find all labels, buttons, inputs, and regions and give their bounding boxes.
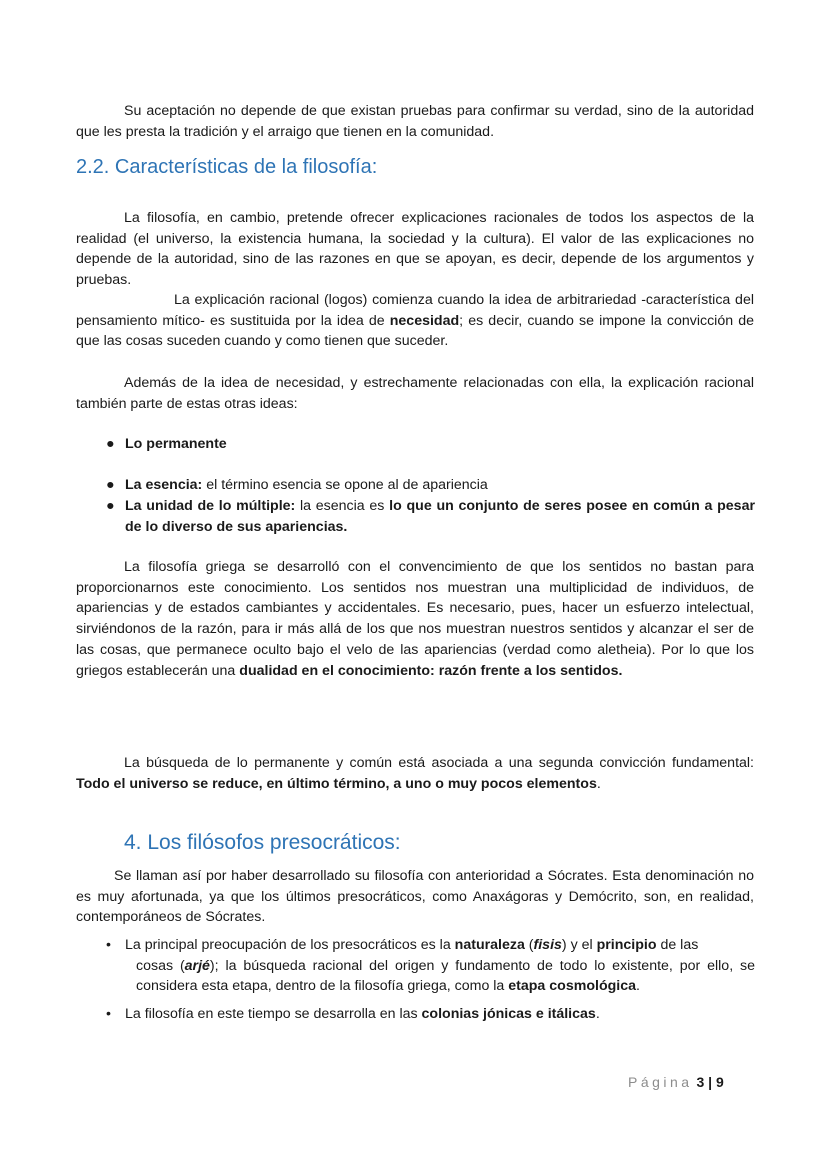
- paragraph-filosofia: La filosofía, en cambio, pretende ofrecer explicaciones racionales de todos los aspectos de la realidad (el universo, la existencia humana, la sociedad y la cultura). El valor de las explicaciones no depende de la autoridad, sino de las razones en que se apoyan, es decir, depende de los argumentos y pruebas.: [76, 210, 754, 289]
- bullet-icon: •: [106, 937, 111, 953]
- paragraph-ideas: Además de la idea de necesidad, y estrechamente relacionadas con ella, la explicación racional también parte de estas otras ideas:: [76, 375, 754, 412]
- page-label: Página: [628, 1074, 693, 1090]
- paragraph-logos: La explicación racional (logos) comienza cuando la idea de arbitrariedad -característica del pensamiento mítico- es sustituida por la idea de necesidad; es decir, cuando se impone la convicción de que las cosas suceden cuando y como tienen que suceder.: [76, 292, 754, 350]
- bullet-icon: •: [106, 1006, 111, 1022]
- document-page: Su aceptación no depende de que existan pruebas para confirmar su verdad, sino de la autoridad que les presta la tradición y el arraigo que tienen en la comunidad. 2.2. Características de la filosofía: La filosofía, en cambio, pretende ofrecer explicaciones racionales de todos los aspectos de la realidad (el universo, la existencia humana, la sociedad y la cultura). El valor de las explicaciones no depende de la autoridad, sino de las razones en que se apoyan, es decir, depende de los argumentos y pruebas. La explicación racional (logos) comienza cuando la idea de arbitrariedad -característica del pensamiento mítico- es sustituida por la idea de necesidad; es decir, cuando se impone la convicción de que las cosas suceden cuando y como tienen que suceder. Además de la idea de necesidad, y estrechamente relacionadas con ella, la explicación racional también parte de estas otras ideas: ● Lo permanente ● La esencia: el término esencia se opone al de apariencia ● La unidad de lo múltiple: la esencia es lo que un conjunto de seres posee en común a pesar de lo diverso de sus apariencias. La filosofía griega se desarrolló con el convencimiento de que los sentidos no bastan para proporcionarnos este conocimiento. Los sentidos nos muestran una multiplicidad de individuos, de apariencias y de estados cambiantes y accidentales. Es necesario, pues, hacer un esfuerzo intelectual, sirviéndonos de la razón, para ir más allá de los que nos muestran nuestros sentidos y alcanzar el ser de las cosas, que permanece oculto bajo el velo de las apariencias (verdad como aletheia). Por lo que los griegos establecerán una dualidad en el conocimiento: razón frente a los sentidos. La búsqueda de lo permanente y común está asociada a una segunda convicción fundamental: Todo el universo se reduce, en último término, a uno o muy pocos elementos. 4. Los filósofos presocráticos: Se llaman así por haber desarrollado su filosofía con anterioridad a Sócrates. Esta denominación no es muy afortunada, ya que los últimos presocráticos, como Anaxágoras y Demócrito, son, en realidad, contemporáneos de Sócrates. • La principal preocupación de los presocráticos es la naturaleza (fisis) y el principio de las cosas (arjé); la búsqueda racional del origen y fundamento de todo lo existente, por ello, se considera esta etapa, dentro de la filosofía griega, como la etapa cosmológica. • La filosofía en este tiempo se desarrolla en las colonias jónicas e itálicas. Página 3 | 9: [76, 103, 755, 1090]
- bullet-icon: ●: [106, 498, 115, 514]
- bold-necesidad: necesidad: [389, 312, 460, 329]
- bold-universo: Todo el universo se reduce, en último término, a uno o muy pocos elementos: [76, 775, 597, 792]
- bullet-icon: ●: [106, 477, 115, 493]
- page-footer: [628, 1074, 724, 1090]
- page-number: 3 | 9: [696, 1074, 724, 1090]
- section-heading-2-2: 2.2. Características de la filosofía:: [76, 156, 378, 178]
- bold-dualidad: dualidad en el conocimiento: razón frente a los sentidos.: [239, 662, 623, 679]
- paragraph-aceptacion: Su aceptación no depende de que existan pruebas para confirmar su verdad, sino de la autoridad que les presta la tradición y el arraigo que tienen en la comunidad.: [76, 103, 754, 140]
- paragraph-presocraticos: Se llaman así por haber desarrollado su filosofía con anterioridad a Sócrates. Esta denominación no es muy afortunada, ya que los últimos presocráticos, como Anaxágoras y Demócrito, son, en realidad, contemporáneos de Sócrates.: [76, 868, 754, 926]
- paragraph-sentidos: La filosofía griega se desarrolló con el convencimiento de que los sentidos no bastan para proporcionarnos este conocimiento. Los sentidos nos muestran una multiplicidad de individuos, de apariencias y de estados cambiantes y accidentales. Es necesario, pues, hacer un esfuerzo intelectual, sirviéndonos de la razón, para ir más allá de los que nos muestran nuestros sentidos y alcanzar el ser de las cosas, que permanece oculto bajo el velo de las apariencias (verdad como aletheia). Por lo que los griegos establecerán una dualidad en el conocimiento: razón frente a los sentidos.: [76, 559, 754, 679]
- bullet-icon: ●: [106, 436, 115, 452]
- section-heading-4: 4. Los filósofos presocráticos:: [124, 831, 401, 854]
- paragraph-conviccion: La búsqueda de lo permanente y común está asociada a una segunda convicción fundamental: Todo el universo se reduce, en último término, a uno o muy pocos elementos.: [76, 755, 754, 792]
